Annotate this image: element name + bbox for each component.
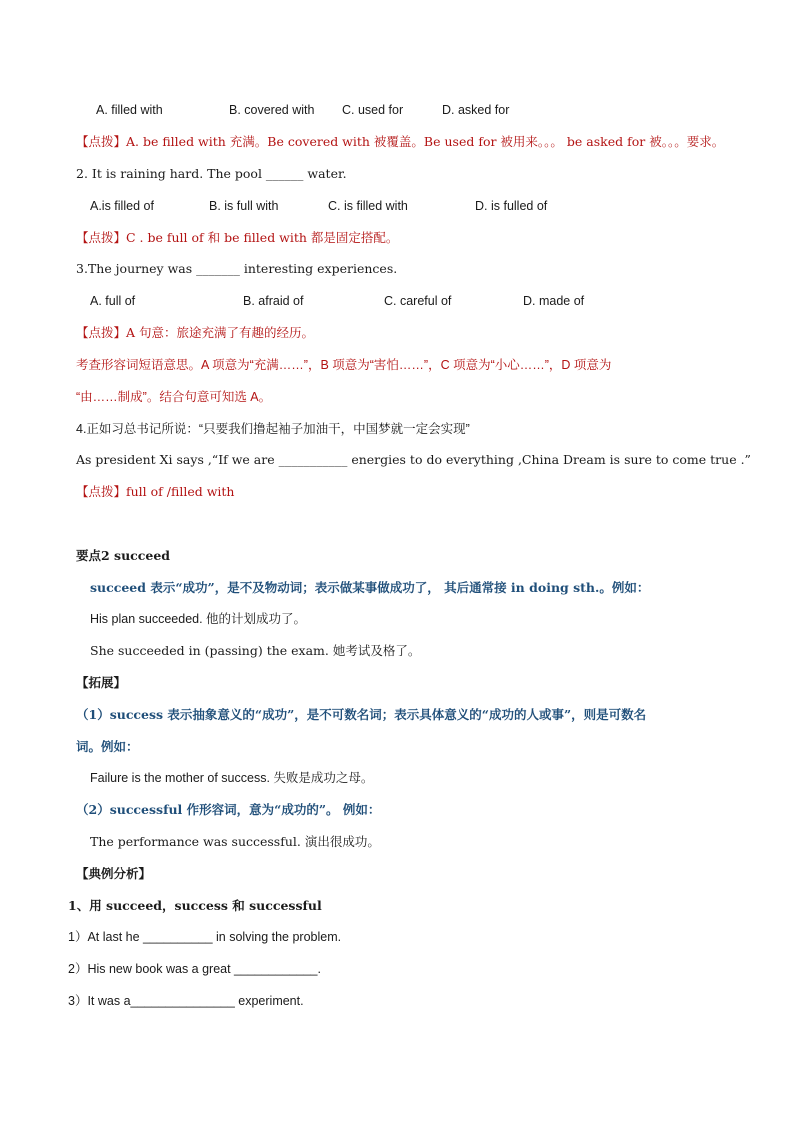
expand-example-1: Failure is the mother of success. 失败是成功之母。 xyxy=(90,771,374,785)
q2-option-d: D. is fulled of xyxy=(475,199,548,213)
analysis-heading: 【典例分析】 xyxy=(76,866,152,881)
q1-option-d: D. asked for xyxy=(442,103,510,117)
expand-heading: 【拓展】 xyxy=(76,675,127,690)
point2-example-2: She succeeded in (passing) the exam. 她考试及格了。 xyxy=(90,643,421,658)
q3-explain-line1: 考查形容词短语意思。A 项意为“充满……”，B 项意为“害怕……”，C 项意为“小心……”，D 项意为 xyxy=(76,358,612,372)
point2-rule: succeed 表示“成功”，是不及物动词；表示做某事做成功了， 其后通常接 in doing sth.。例如： xyxy=(90,580,650,595)
q1-tip: 【点拨】A. be filled with 充满。Be covered with 被覆盖。Be used for 被用来。。。 be asked for 被。。。要求。 xyxy=(76,134,725,149)
q3-option-b: B. afraid of xyxy=(243,294,304,308)
q3-option-a: A. full of xyxy=(90,294,136,308)
analysis-item-2: 2）His new book was a great ____________. xyxy=(68,962,321,976)
q3-option-d: D. made of xyxy=(523,294,585,308)
expand-rule2: （2）successful 作形容词，意为“成功的”。 例如： xyxy=(76,802,381,817)
expand-rule1-line2: 词。例如： xyxy=(76,739,139,754)
q4-stem-en: As president Xi says ,“If we are ___________ energies to do everything ,China Dream is sure to come true .” xyxy=(76,452,751,467)
point2-example-1: His plan succeeded. 他的计划成功了。 xyxy=(90,612,307,626)
analysis-task: 1、用 succeed，success 和 successful xyxy=(68,898,322,913)
q2-option-c: C. is filled with xyxy=(328,199,408,213)
q1-option-c: C. used for xyxy=(342,103,404,117)
analysis-item-3: 3）It was a_______________ experiment. xyxy=(68,994,304,1008)
q3-option-c: C. careful of xyxy=(384,294,452,308)
q2-option-b: B. is full with xyxy=(209,199,279,213)
q1-option-b: B. covered with xyxy=(229,103,315,117)
q2-tip: 【点拨】C . be full of 和 be filled with 都是固定搭配。 xyxy=(76,230,399,245)
point2-heading: 要点2 succeed xyxy=(76,548,171,563)
q1-option-a: A. filled with xyxy=(96,103,163,117)
q3-stem: 3.The journey was _______ interesting experiences. xyxy=(76,261,398,276)
q4-stem-cn: 4.正如习总书记所说：“只要我们撸起袖子加油干，中国梦就一定会实现” xyxy=(76,422,470,436)
q2-option-a: A.is filled of xyxy=(90,199,154,213)
q3-tip: 【点拨】A 句意：旅途充满了有趣的经历。 xyxy=(76,325,315,340)
analysis-item-1: 1）At last he __________ in solving the problem. xyxy=(68,930,342,944)
q4-tip: 【点拨】full of /filled with xyxy=(76,484,235,499)
q2-stem: 2. It is raining hard. The pool ______ water. xyxy=(76,166,347,181)
expand-rule1-line1: （1）success 表示抽象意义的“成功”，是不可数名词；表示具体意义的“成功的人或事”，则是可数名 xyxy=(76,707,647,722)
expand-example-2: The performance was successful. 演出很成功。 xyxy=(90,834,380,849)
q3-explain-line2: “由……制成”。结合句意可知选 A。 xyxy=(76,390,272,404)
